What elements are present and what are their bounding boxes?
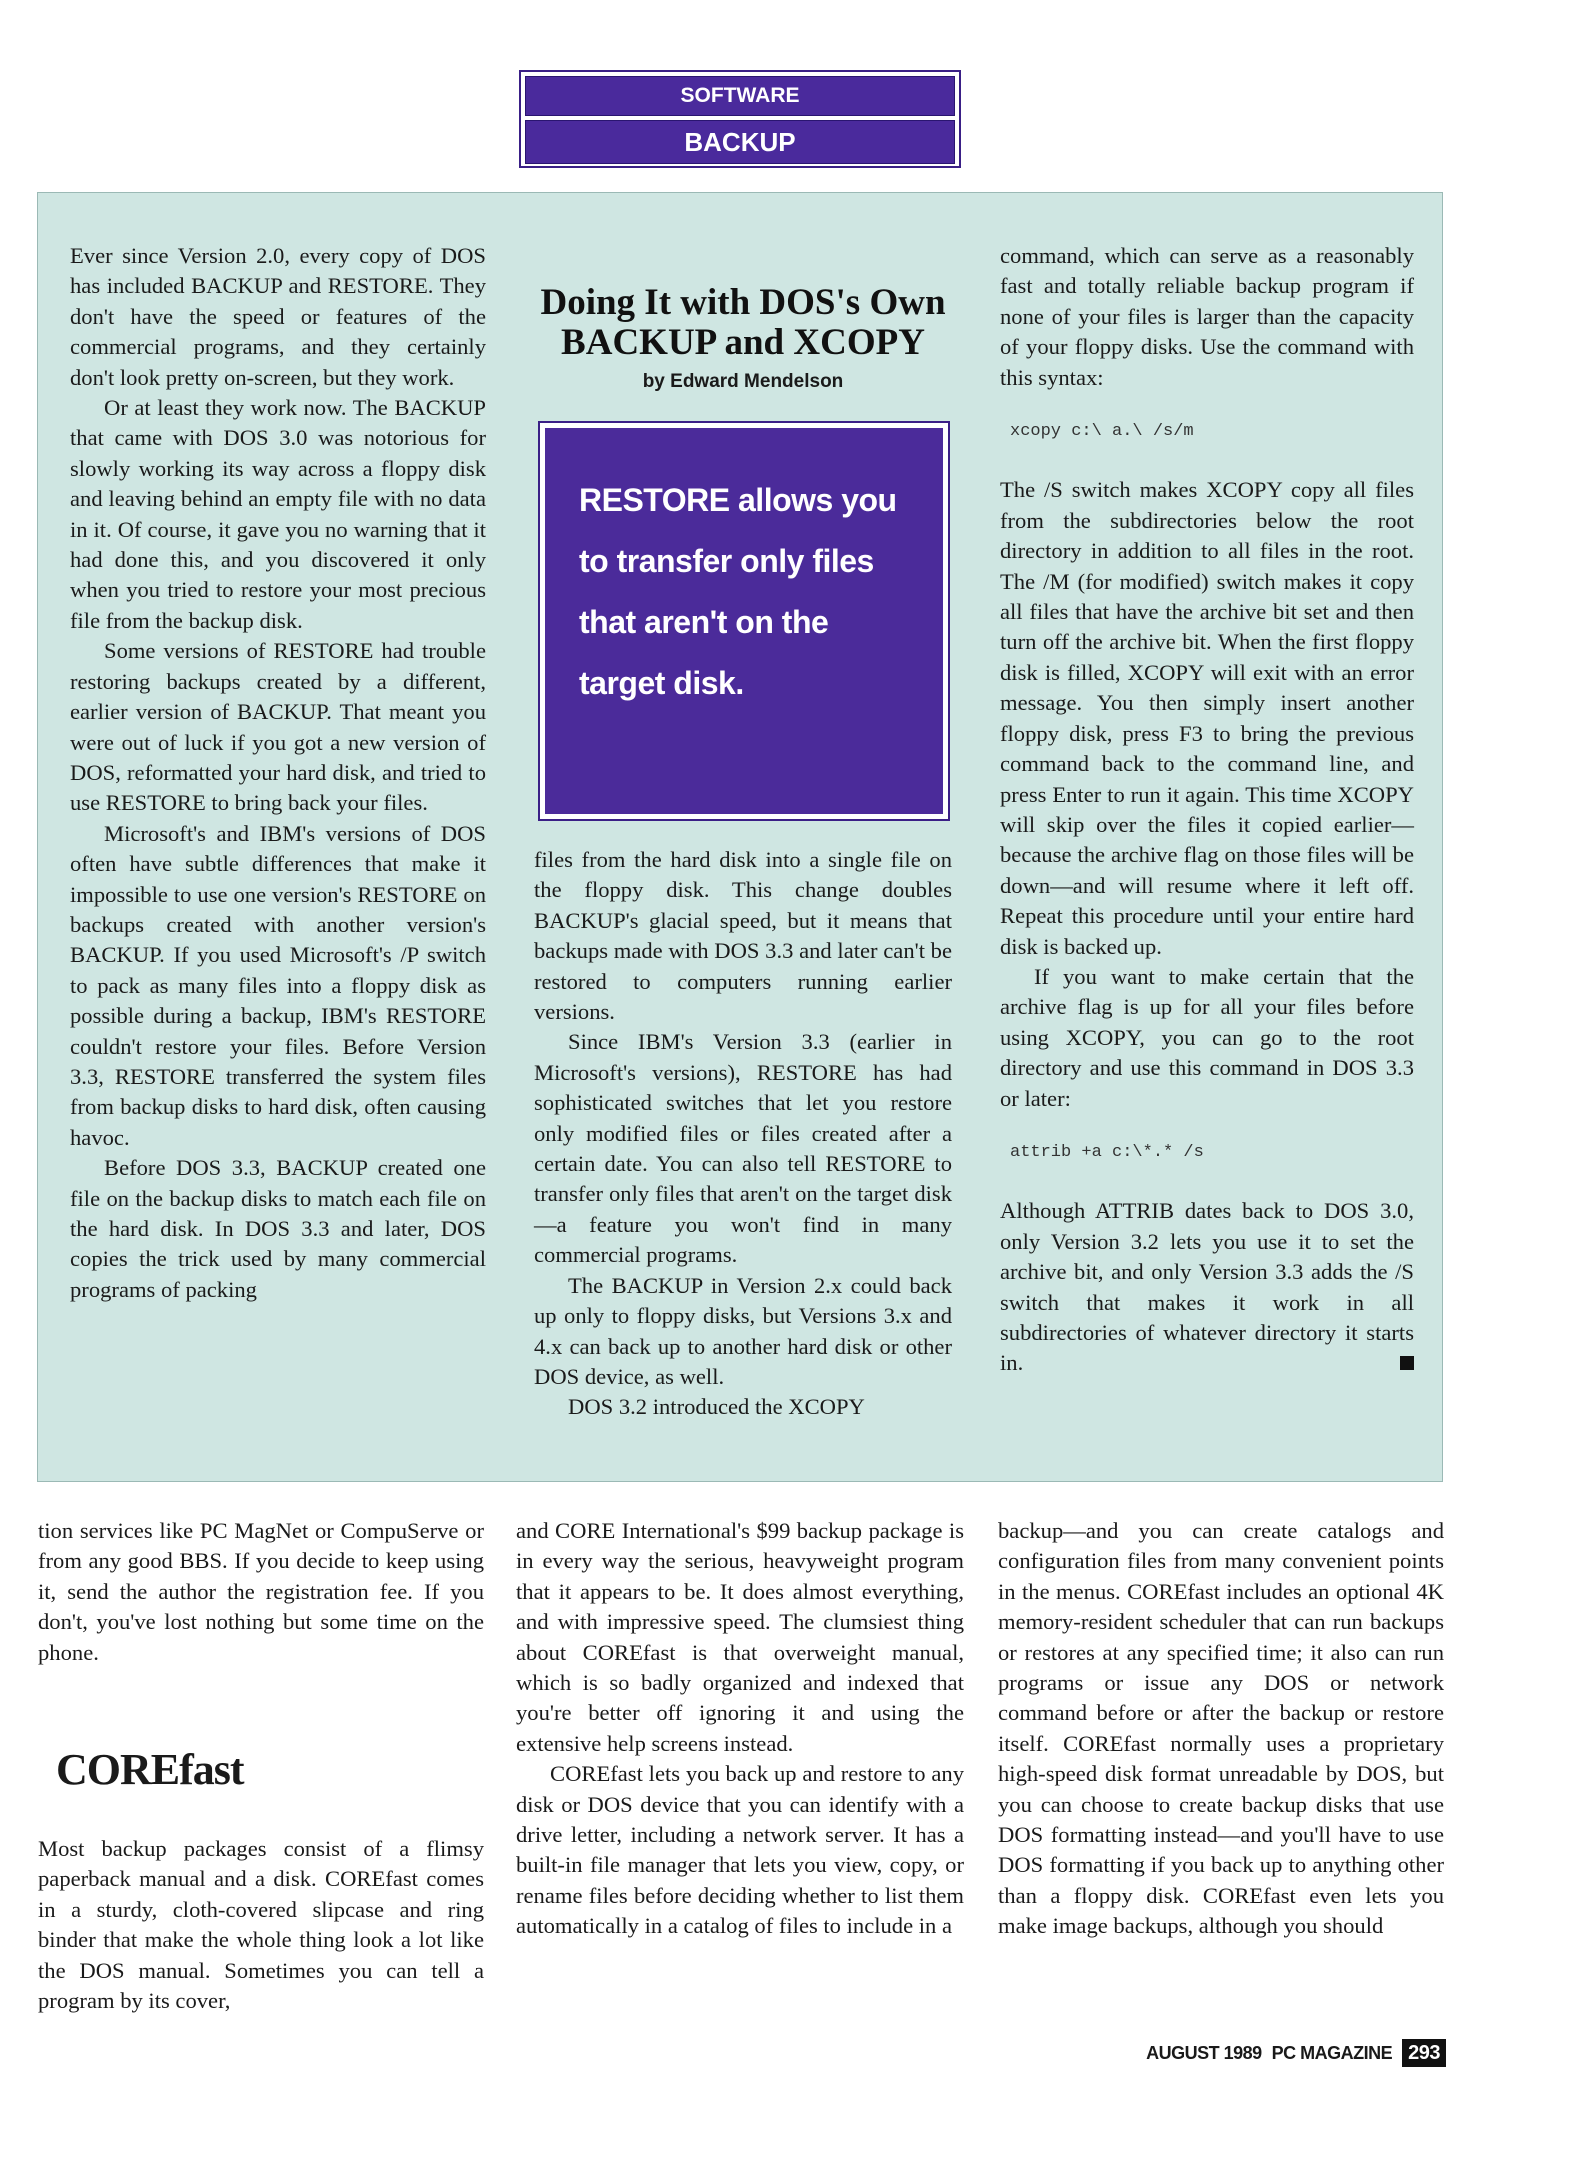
section-header: [519, 70, 961, 168]
sidebar-box: [37, 192, 1443, 1482]
page-footer: [1106, 2039, 1446, 2067]
sidebar-column-2: [534, 845, 952, 1423]
paragraph: and CORE International's $99 backup package is in every way the serious, heavyweight program that it appears to be. It does almost everything, and with impressive speed. The clumsiest thing about COREfast is that overweight manual, which is so badly organized and indexed that you're better off ignoring it and using the extensive help screens instead.: [516, 1518, 964, 1756]
paragraph: The /S switch makes XCOPY copy all files from the subdirectories below the root directory in addition to all files in the root. The /M (for modified) switch makes it copy all files that have the archive bit set and then turn off the archive bit. When the first floppy disk is filled, XCOPY will exit with an error message. You then simply insert another floppy disk, press F3 to bring the previous command back to the command line, and press Enter to run it again. This time XCOPY will skip over the files it copied earlier—because the archive flag on those files will be down—and will resume where it left off. Repeat this procedure until your entire hard disk is backed up.: [1000, 477, 1414, 959]
paragraph: backup—and you can create catalogs and configuration files from many convenient points in the menus. COREfast includes an optional 4K memory-resident scheduler that can run backups or restores at any specified time; it also can run programs or issue any DOS or network command before or after the backup or restore itself. COREfast normally uses a proprietary high-speed disk format unreadable by DOS, but you can choose to create backup disks that use DOS formatting instead—and you'll have to use DOS formatting if you back up to anything other than a floppy disk. COREfast even lets you make image backups, although you should: [998, 1518, 1444, 1939]
paragraph-final: [1000, 1196, 1414, 1378]
main-column-3: [998, 1516, 1444, 1942]
paragraph: Or at least they work now. The BACKUP that came with DOS 3.0 was notorious for slowly working its way across a floppy disk and leaving behind an empty file with no data in it. Of course, it gave you no warning that it had done this, and you discovered it only when you tried to restore your most precious file from the backup disk.: [70, 395, 486, 633]
paragraph: COREfast lets you back up and restore to any disk or DOS device that you can identify with a drive letter, including a network server. It has a built-in file manager that lets you view, copy, or rename files before deciding whether to list them automatically in a catalog of files to include in a: [516, 1761, 964, 1939]
section-label: SOFTWARE: [525, 76, 955, 116]
paragraph: Before DOS 3.3, BACKUP created one file on the backup disks to match each file on the hard disk. In DOS 3.3 and later, DOS copies the trick used by many commercial programs of packing: [70, 1155, 486, 1302]
footer-date: AUGUST 1989: [1146, 2043, 1262, 2063]
code-sample-xcopy: xcopy c:\ a.\ /s/m: [1010, 422, 1194, 442]
pull-quote: RESTORE allows you to transfer only files that aren't on the target disk.: [545, 428, 943, 814]
paragraph: files from the hard disk into a single file on the floppy disk. This change doubles BACKUP's glacial speed, but it means that backups made with DOS 3.3 and later can't be restored to computers running earlier versions.: [534, 847, 952, 1025]
paragraph: command, which can serve as a reasonably fast and totally reliable backup program if none of your files is larger than the capacity of your floppy disks. Use the command with this syntax:: [1000, 243, 1414, 390]
byline: by Edward Mendelson: [642, 371, 844, 392]
pull-quote-frame: [538, 421, 950, 821]
footer-magazine: PC MAGAZINE: [1271, 2043, 1393, 2063]
sidebar-column-1: [70, 241, 486, 1305]
paragraph: Since IBM's Version 3.3 (earlier in Microsoft's versions), RESTORE has had sophisticated switches that let you restore only modified files or files created after a certain date. You can also tell RESTORE to transfer only files that aren't on the target disk—a feature you won't find in many commercial programs.: [534, 1029, 952, 1268]
paragraph: Most backup packages consist of a flimsy paperback manual and a disk. COREfast comes in a sturdy, cloth-covered slipcase and ring binder that make the whole thing look a lot like the DOS manual. Sometimes you can tell a program by its cover,: [38, 1836, 484, 2014]
paragraph: tion services like PC MagNet or CompuServe or from any good BBS. If you decide to keep using it, send the author the registration fee. If you don't, you've lost nothing but some time on the phone.: [38, 1518, 484, 1665]
section-heading: COREfast: [56, 1745, 244, 1795]
paragraph-text: Although ATTRIB dates back to DOS 3.0, only Version 3.2 lets you use it to set the archive bit, and only Version 3.3 adds the /S switch that makes it work in all subdirectories of whatever directory it starts in.: [1000, 1198, 1414, 1376]
paragraph: Ever since Version 2.0, every copy of DOS has included BACKUP and RESTORE. They don't have the speed or features of the commercial programs, and they certainly don't look pretty on-screen, but they work.: [70, 243, 486, 390]
paragraph: DOS 3.2 introduced the XCOPY: [568, 1394, 865, 1420]
end-mark-icon: [1400, 1356, 1414, 1370]
paragraph: Microsoft's and IBM's versions of DOS often have subtle differences that make it impossible to use one version's RESTORE on backups created with another version's BACKUP. If you used Microsoft's /P switch to pack as many files into a floppy disk as possible during a backup, IBM's RESTORE couldn't restore your files. Before Version 3.3, RESTORE transferred the system files from backup disks to hard disk, often causing havoc.: [70, 820, 486, 1150]
topic-label: BACKUP: [525, 120, 955, 164]
paragraph: The BACKUP in Version 2.x could back up only to floppy disks, but Versions 3.x and 4.x can back up to another hard disk or other DOS device, as well.: [534, 1272, 952, 1389]
paragraph: If you want to make certain that the archive flag is up for all your files before using XCOPY, you can go to the root directory and use this command in DOS 3.3 or later:: [1000, 963, 1414, 1111]
sidebar-title-block: [534, 283, 952, 393]
page-number: 293: [1402, 2039, 1446, 2067]
sidebar-title: Doing It with DOS's Own BACKUP and XCOPY: [540, 282, 946, 363]
code-sample-attrib: attrib +a c:\*.* /s: [1010, 1142, 1204, 1162]
sidebar-column-3: [1000, 241, 1414, 1379]
main-column-2: [516, 1516, 964, 1942]
paragraph: Some versions of RESTORE had trouble restoring backups created by a different, earlier version of BACKUP. That meant you were out of luck if you got a new version of DOS, reformatted your hard disk, and tried to use RESTORE to bring back your files.: [70, 638, 486, 816]
main-column-1: [38, 1516, 484, 2016]
